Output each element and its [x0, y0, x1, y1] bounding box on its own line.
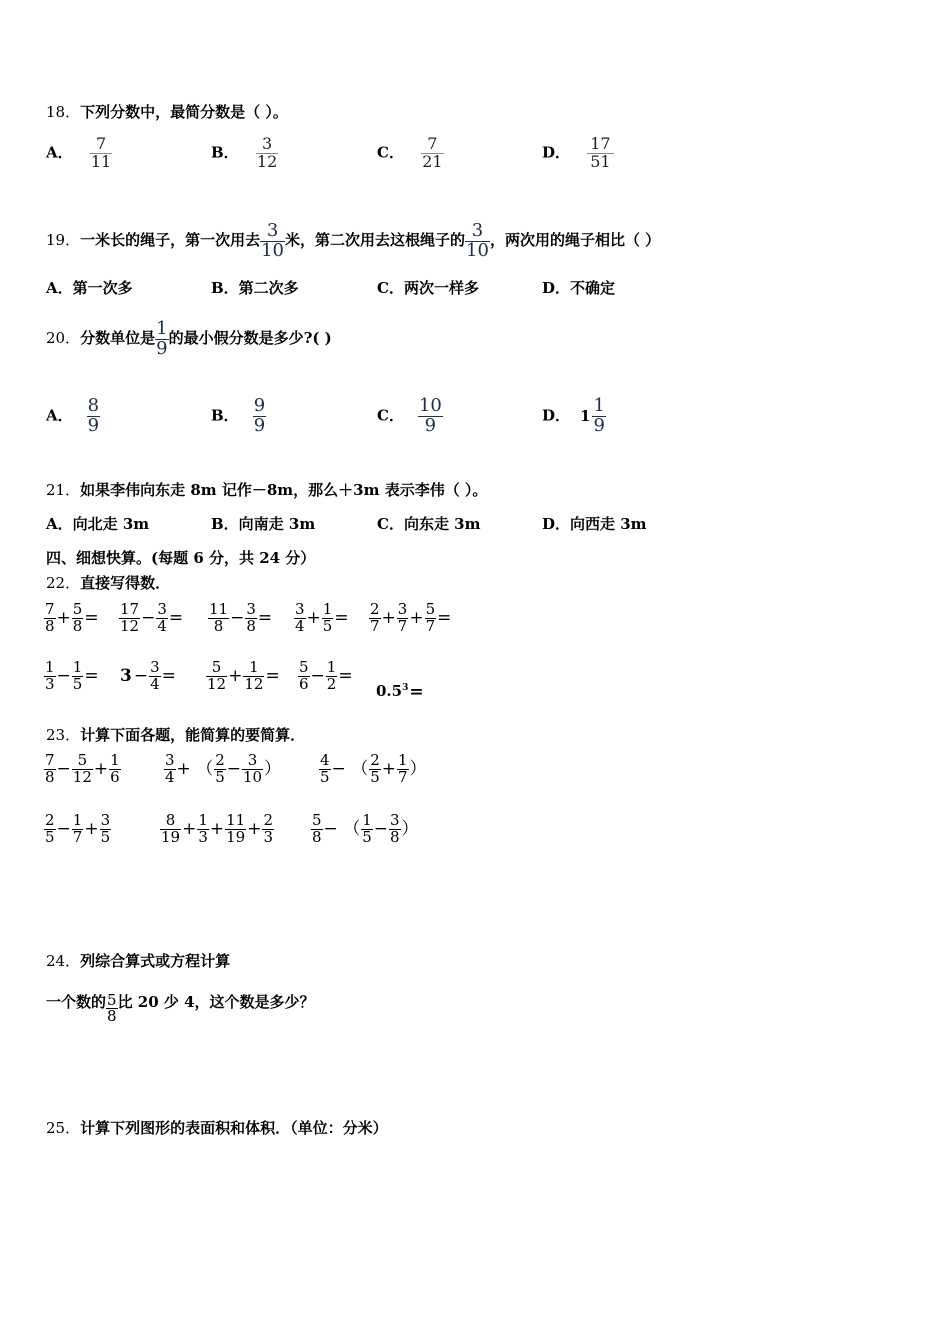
denominator: 8 [312, 827, 322, 846]
q24-problem [46, 978, 315, 1025]
numerator: 3 [165, 751, 175, 769]
denominator: 12 [120, 616, 140, 635]
operator: + [56, 608, 71, 629]
denominator: 6 [299, 674, 309, 693]
q20-option-d [542, 397, 606, 436]
q18-option-c [377, 136, 444, 171]
numerator: 3 [100, 811, 111, 829]
denominator: 4 [165, 767, 175, 786]
denominator: 4 [150, 674, 160, 693]
equals-sign: = [265, 666, 280, 687]
equals-sign: = [84, 608, 99, 629]
denominator: 2 [326, 674, 337, 693]
numerator: 17 [587, 136, 613, 154]
q18-text: 下列分数中，最简分数是（ ）。 [80, 103, 288, 121]
denominator: 10 [466, 239, 489, 261]
operator: − [373, 819, 388, 840]
q25-text: 计算下列图形的表面积和体积．（单位：分米） [80, 1119, 388, 1137]
option-label: B． [211, 143, 239, 162]
operator: + （ [176, 759, 214, 780]
q25-stem [46, 1118, 388, 1138]
numerator: 11 [209, 600, 229, 618]
denominator: 10 [261, 239, 285, 261]
q23-expr-4 [44, 813, 111, 846]
q22-expr-2 [119, 602, 184, 635]
denominator: 21 [422, 151, 443, 171]
q25-number: 25． [46, 1119, 81, 1137]
numerator: 1 [110, 751, 120, 769]
numerator: 5 [425, 600, 436, 618]
q23-expr-2 [164, 753, 282, 786]
q18-option-a [46, 136, 112, 171]
equals-sign: = [437, 608, 452, 629]
numerator: 5 [107, 990, 117, 1009]
exponent: 3 [402, 683, 409, 693]
paren-close: ） [401, 819, 419, 840]
numerator: 11 [226, 811, 246, 829]
q24-number: 24． [46, 952, 81, 970]
denominator: 19 [226, 827, 246, 846]
numerator: 2 [370, 600, 380, 618]
operator: − [56, 819, 71, 840]
denominator: 8 [213, 616, 224, 635]
denominator: 8 [107, 1007, 117, 1026]
q21-stem [46, 480, 487, 500]
numerator: 1 [326, 658, 337, 676]
numerator: 8 [160, 813, 181, 830]
denominator: 7 [370, 616, 380, 635]
operator: − [141, 608, 156, 629]
numerator: 1 [243, 660, 264, 677]
numerator: 4 [320, 751, 330, 769]
numerator: 1 [72, 811, 83, 829]
q23-expr-1 [44, 753, 121, 786]
q22-stem [46, 573, 170, 593]
q23-expr-6 [311, 813, 420, 846]
operator: + [381, 608, 396, 629]
operator: + [93, 759, 109, 780]
numerator: 1 [156, 317, 168, 339]
denominator: 12 [72, 767, 92, 786]
q19-option-a: A．第一次多 [46, 279, 133, 297]
denominator: 7 [72, 827, 83, 846]
q18-option-b [211, 136, 278, 171]
q22-number: 22． [46, 574, 81, 592]
q21-number: 21． [46, 481, 81, 499]
q22-expr-4 [294, 602, 350, 635]
q19-option-b: B．第二次多 [211, 279, 299, 297]
denominator: 8 [72, 616, 83, 635]
numerator: 7 [45, 600, 55, 618]
denominator: 4 [157, 616, 167, 635]
numerator: 3 [390, 811, 400, 829]
denominator: 11 [90, 151, 112, 171]
denominator: 3 [198, 827, 208, 846]
q20-number: 20． [46, 329, 81, 347]
option-label: B． [211, 406, 239, 425]
q18-stem [46, 102, 288, 122]
numerator: 5 [206, 660, 227, 677]
numerator: 7 [90, 136, 112, 154]
numerator: 5 [72, 753, 93, 770]
numerator: 1 [45, 658, 55, 676]
q22-expr-5 [369, 602, 452, 635]
operator: + [209, 819, 225, 840]
denominator: 5 [320, 767, 330, 786]
q23-stem [46, 725, 305, 745]
q21-option-a: A．向北走 3m [46, 515, 150, 533]
equals-sign: = [84, 666, 99, 687]
q18-option-d [542, 136, 614, 171]
q21-text: 如果李伟向东走 8m 记作－8m，那么＋3m 表示李伟（ ）。 [80, 481, 488, 499]
denominator: 9 [593, 414, 605, 436]
equals-sign: = [168, 608, 184, 629]
numerator: 3 [256, 136, 278, 154]
option-label: D． [542, 143, 571, 162]
denominator: 5 [362, 827, 372, 846]
paren-close: ） [409, 759, 427, 780]
numerator: 7 [421, 136, 443, 154]
option-label: C． [377, 143, 404, 162]
numerator: 10 [418, 395, 442, 416]
q22-expr-10 [376, 678, 425, 702]
equals-sign: = [409, 682, 424, 702]
operator: − （ [323, 819, 361, 840]
option-label: C． [377, 406, 404, 425]
numerator: 1 [72, 658, 83, 676]
q21-option-c: C．向东走 3m [377, 515, 481, 533]
denominator: 9 [424, 414, 437, 436]
denominator: 5 [100, 827, 111, 846]
numerator: 3 [157, 600, 167, 618]
equals-sign: = [161, 666, 176, 687]
denominator: 4 [295, 616, 305, 635]
denominator: 8 [390, 827, 400, 846]
operator: + [182, 819, 197, 840]
denominator: 12 [256, 151, 278, 171]
denominator: 8 [45, 767, 55, 786]
q23-number: 23． [46, 726, 81, 744]
denominator: 3 [45, 674, 55, 693]
q23-expr-5 [160, 813, 274, 846]
operator: + [306, 608, 321, 629]
denominator: 9 [87, 414, 100, 436]
q22-expr-6 [44, 660, 100, 693]
q19-stem [46, 216, 660, 264]
section-4-heading: 四、细想快算。(每题 6 分，共 24 分） [46, 549, 316, 567]
q24-text: 列综合算式或方程计算 [80, 952, 231, 970]
numerator: 2 [370, 751, 380, 769]
denominator: 5 [322, 616, 333, 635]
numerator: 3 [242, 753, 263, 770]
q24-line-1: 一个数的 [46, 993, 107, 1011]
denominator: 9 [253, 414, 266, 436]
q23-expr-3 [319, 753, 428, 786]
denominator: 8 [45, 616, 55, 635]
base: 0.5 [376, 682, 403, 700]
numerator: 2 [263, 811, 274, 829]
q23-text: 计算下面各题，能简算的要简算． [80, 726, 306, 744]
denominator: 10 [243, 767, 263, 786]
numerator: 3 [260, 222, 285, 242]
numerator: 3 [295, 600, 305, 618]
q22-expr-7 [119, 660, 177, 693]
q22-expr-9 [298, 660, 354, 693]
numerator: 3 [397, 600, 408, 618]
paren-close: ） [264, 759, 282, 780]
numerator: 7 [45, 751, 55, 769]
denominator: 8 [246, 616, 256, 635]
denominator: 5 [215, 767, 225, 786]
numerator: 1 [593, 395, 605, 416]
denominator: 5 [45, 827, 55, 846]
equals-sign: = [257, 608, 273, 629]
denominator: 9 [156, 337, 168, 359]
q20-text-1: 分数单位是 [80, 329, 156, 347]
numerator: 3 [150, 658, 160, 676]
denominator: 7 [425, 616, 436, 635]
q20-option-c [377, 397, 443, 436]
numerator: 2 [45, 811, 55, 829]
numerator: 1 [322, 600, 333, 618]
denominator: 7 [398, 767, 408, 786]
q19-option-c: C．两次一样多 [377, 279, 479, 297]
q19-text-3: ，两次用的绳子相比（ ） [489, 231, 661, 249]
numerator: 1 [198, 811, 208, 829]
q20-stem [46, 314, 332, 362]
q24-stem [46, 951, 230, 971]
option-label: A． [46, 406, 73, 425]
denominator: 12 [207, 674, 227, 693]
numerator: 8 [87, 395, 100, 416]
numerator: 5 [299, 658, 309, 676]
q19-text-1: 一米长的绳子，第一次用去 [80, 231, 261, 249]
q20-option-a [46, 397, 100, 436]
denominator: 6 [110, 767, 120, 786]
q20-option-b [211, 397, 266, 436]
numerator: 5 [312, 811, 322, 829]
whole-number: 3 [120, 666, 132, 687]
operator: − [133, 666, 149, 687]
q21-option-d: D．向西走 3m [542, 515, 647, 533]
numerator: 5 [72, 600, 83, 618]
operator: − [56, 759, 71, 780]
q20-text-2: 的最小假分数是多少?( ) [168, 329, 332, 347]
operator: + [247, 819, 262, 840]
denominator: 5 [72, 674, 83, 693]
q18-number: 18． [46, 103, 81, 121]
equals-sign: = [334, 608, 349, 629]
q22-expr-3 [208, 602, 273, 635]
numerator: 17 [120, 600, 140, 618]
q19-text-2: 米，第二次用去这根绳子的 [285, 231, 466, 249]
operator: − [226, 759, 241, 780]
operator: + [228, 666, 243, 687]
denominator: 7 [397, 616, 408, 635]
operator: + [409, 608, 424, 629]
operator: − [230, 608, 245, 629]
numerator: 3 [246, 600, 256, 618]
operator: + [84, 819, 99, 840]
numerator: 2 [215, 751, 225, 769]
denominator: 12 [244, 674, 264, 693]
option-label: D． [542, 406, 571, 425]
q22-text: 直接写得数． [80, 574, 171, 592]
numerator: 3 [465, 222, 490, 242]
q19-option-d: D．不确定 [542, 279, 616, 297]
q22-expr-8 [206, 660, 281, 693]
operator: + [381, 759, 396, 780]
operator: − （ [331, 759, 369, 780]
numerator: 9 [253, 395, 266, 416]
denominator: 19 [161, 827, 181, 846]
q22-expr-1 [44, 602, 100, 635]
q19-number: 19． [46, 231, 81, 249]
denominator: 5 [370, 767, 380, 786]
whole-part: 1 [580, 407, 591, 426]
q21-option-b: B．向南走 3m [211, 515, 316, 533]
operator: − [56, 666, 71, 687]
option-label: A． [46, 143, 73, 162]
q24-line-2: 比 20 少 4，这个数是多少？ [117, 993, 315, 1011]
numerator: 1 [362, 811, 372, 829]
denominator: 51 [590, 151, 611, 171]
equals-sign: = [338, 666, 353, 687]
denominator: 3 [263, 827, 274, 846]
operator: − [310, 666, 325, 687]
numerator: 1 [398, 751, 408, 769]
